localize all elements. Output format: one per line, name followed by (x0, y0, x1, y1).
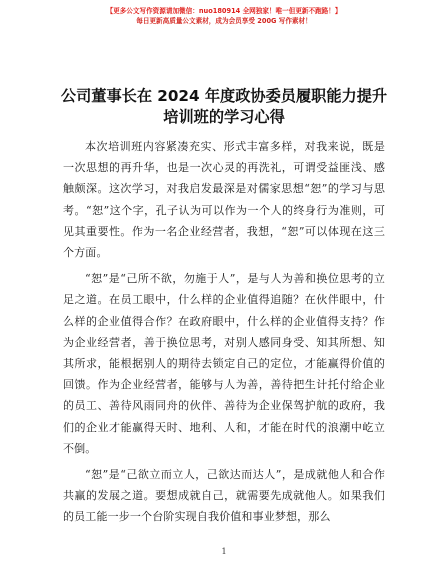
paragraph-1: 本次培训班内容紧凑充实、形式丰富多样，对我来说，既是一次思想的再升华，也是一次心灵的再洗礼，可谓受益匪浅、感触颇深。这次学习，对我启发最深是对儒家思想“恕”的学习与思考。“恕”这个字，孔子认为可以作为一个人的终身行为准则，可见其重要性。作为一名企业经营者，我想，“恕”可以体现在这三个方面。 (63, 140, 385, 260)
document-title-line-2: 培训班的学习心得 (163, 108, 285, 126)
document-title-line-1: 公司董事长在 2024 年度政协委员履职能力提升 (60, 87, 388, 105)
paragraph-2: “恕”是“己所不欲，勿施于人”，是与人为善和换位思考的立足之道。在员工眼中，什么样的企业值得追随？在伙伴眼中，什么样的企业值得合作？在政府眼中，什么样的企业值得支持？作为企业经营者，善于换位思考，对别人感同身受、知其所想、知其所求，能根据别人的期待去锁定自己的定位，才能赢得价值的回馈。作为企业经营者，能够与人为善，善待把生计托付给企业的员工、善待风雨同舟的伙伴、善待为企业保驾护航的政府，我们的企业才能赢得天时、地利、人和，才能在时代的浪潮中屹立不倒。 (63, 272, 385, 455)
promo-banner-line-1: 【更多公文写作资源请加微信：nuo180914 全网独家！唯一但更新不跑路！】 (106, 7, 342, 15)
document-title (50, 86, 398, 128)
paragraph-3: “恕”是“己欲立而立人，己欲达而达人”，是成就他人和合作共赢的发展之道。要想成就自己，就需要先成就他人。如果我们的员工能一步一个台阶实现自我价值和事业梦想，那么 (63, 468, 385, 524)
page-number: 1 (221, 547, 227, 556)
promo-banner (0, 6, 448, 26)
promo-banner-line-2: 每日更新高质量公文素材，成为会员享受 200G 写作素材！ (136, 17, 312, 25)
document-body (63, 136, 385, 533)
